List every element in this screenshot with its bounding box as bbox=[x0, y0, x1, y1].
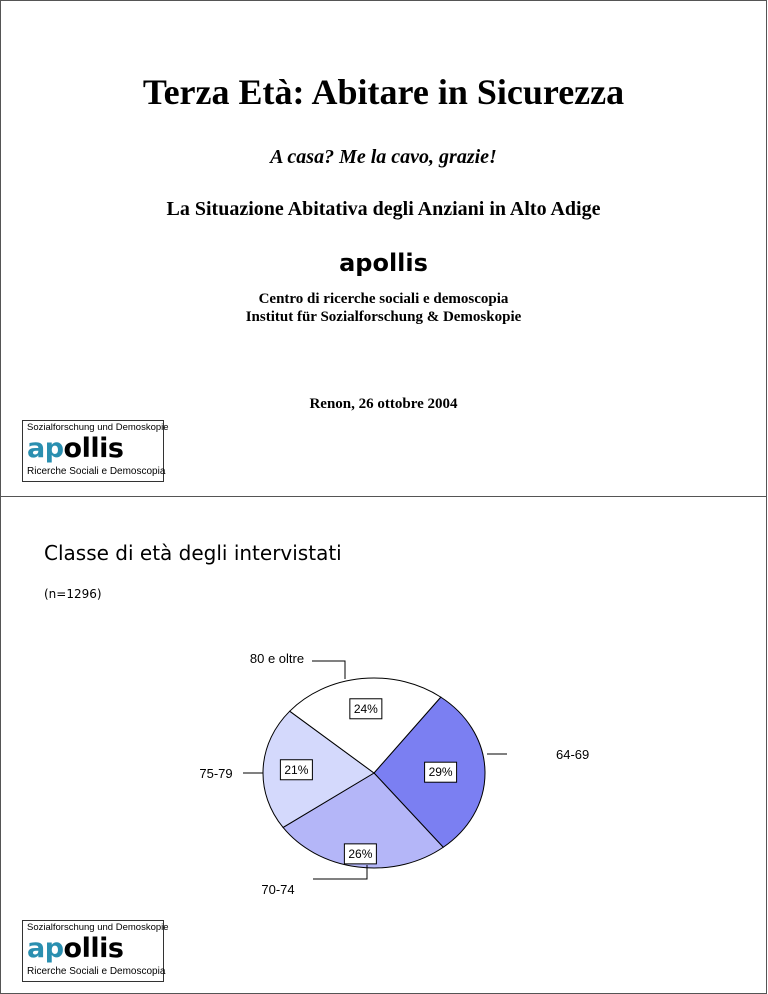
pie-value-label bbox=[350, 699, 382, 719]
pie-category-label: 80 e oltre bbox=[249, 651, 305, 666]
logo-top-text: Sozialforschung und Demoskopie bbox=[27, 922, 169, 933]
apollis-logo bbox=[22, 420, 169, 482]
pie-value-label bbox=[280, 760, 312, 780]
presentation-subtitle: A casa? Me la cavo, grazie! bbox=[270, 146, 497, 168]
age-pie-chart bbox=[1, 497, 766, 993]
title-slide bbox=[0, 0, 767, 497]
slide-title: Classe di età degli intervistati bbox=[44, 541, 342, 565]
age-class-slide bbox=[0, 496, 767, 994]
logo-bottom-text: Ricerche Sociali e Demoscopia bbox=[27, 466, 166, 477]
svg-text:29%: 29% bbox=[428, 765, 453, 780]
presentation-date: Renon, 26 ottobre 2004 bbox=[309, 396, 458, 412]
apollis-logo bbox=[22, 920, 169, 982]
logo-word-ap: ap bbox=[27, 933, 64, 964]
svg-text:24%: 24% bbox=[353, 701, 378, 716]
organization-line-italian: Centro di ricerche sociali e demoscopia bbox=[258, 291, 509, 307]
presentation-title: Terza Età: Abitare in Sicurezza bbox=[142, 72, 625, 112]
logo-wordmark bbox=[27, 432, 123, 466]
logo-word-ollis: ollis bbox=[63, 433, 124, 464]
pie-category-label: 75-79 bbox=[199, 766, 233, 781]
pie-leader-line bbox=[312, 661, 345, 679]
organization-line-german: Institut für Sozialforschung & Demoskopie bbox=[245, 309, 522, 325]
logo-word-ap: ap bbox=[27, 433, 64, 464]
pie-category-label: 70-74 bbox=[261, 882, 295, 897]
pie-category-label: 64-69 bbox=[556, 747, 590, 762]
logo-wordmark bbox=[27, 932, 123, 966]
logo-bottom-text: Ricerche Sociali e Demoscopia bbox=[27, 966, 166, 977]
brand-wordmark: apollis bbox=[339, 249, 428, 277]
svg-text:26%: 26% bbox=[348, 846, 373, 861]
svg-text:21%: 21% bbox=[284, 762, 309, 777]
logo-word-ollis: ollis bbox=[63, 933, 124, 964]
presentation-subheading: La Situazione Abitativa degli Anziani in Alto Adige bbox=[166, 198, 601, 220]
sample-size-label: (n=1296) bbox=[44, 587, 102, 601]
pie-value-label bbox=[425, 762, 457, 782]
logo-top-text: Sozialforschung und Demoskopie bbox=[27, 422, 169, 433]
pie-value-label bbox=[344, 844, 376, 864]
